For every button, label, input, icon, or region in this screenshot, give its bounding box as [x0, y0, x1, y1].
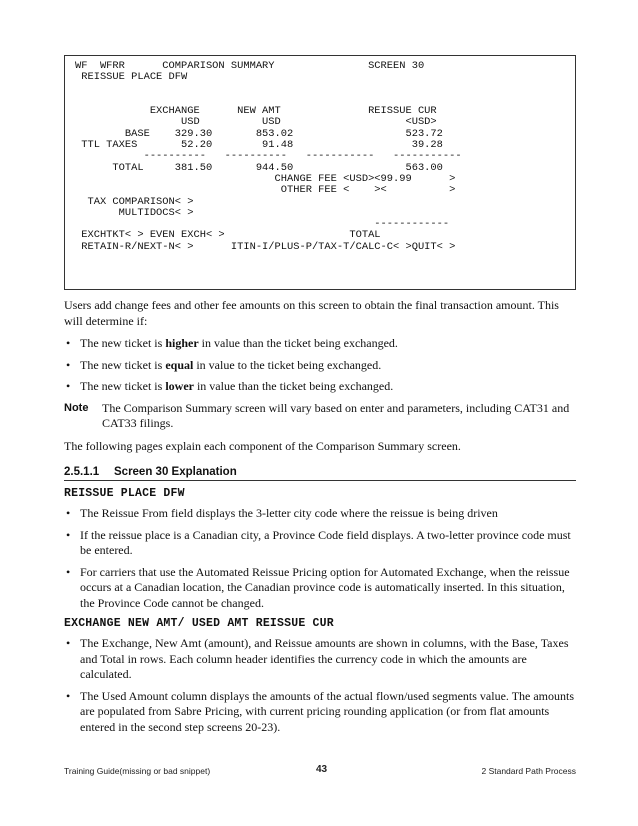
list-item: • If the reissue place is a Canadian city, a Province Code field displays. A two-letter province code must be entered. [66, 527, 571, 557]
terminal-text: WF WFRR COMPARISON SUMMARY SCREEN 30 REISSUE PLACE DFW EXCHANGE NEW AMT REISSUE CUR USD USD <USD> BASE 329.30 853.02 523.72 TTL TAXES 52.20 91.48 39.28 ---------- ---------- ----------- ----------- TOTAL 381.50 944.50 563.00 CHANGE FEE <USD><99.99 > OTHER FEE < >< > TAX COMPARISON< > MULTIDOCS< > ------------ EXCHTKT< > EVEN EXCH< > TOTAL RETAIN-R/NEXT-N< > ITIN-I/PLUS-P/TAX-T/CALC-C< >QUIT< > [75, 60, 462, 253]
footer-doc-title: Training Guide(missing or bad snippet) [64, 766, 211, 776]
list-item: • The new ticket is equal in value to the ticket being exchanged. [66, 357, 382, 372]
list-item: • The new ticket is higher in value than the ticket being exchanged. [66, 336, 398, 350]
list-item: • The Exchange, New Amt (amount), and Reissue amounts are shown in columns, with the Base, Taxes and Total in rows. Each column header identifies the currency code in which the amounts are calculated. [66, 636, 569, 681]
list-item: • The new ticket is lower in value than the ticket being exchanged. [66, 379, 394, 393]
note-block [64, 401, 576, 432]
exchange-columns-heading: EXCHANGE NEW AMT/ USED AMT REISSUE CUR [64, 617, 334, 630]
bullet-icon: • [66, 688, 71, 703]
bullet-icon: • [66, 357, 71, 372]
bullet-icon: • [66, 564, 71, 579]
exchange-columns-list [64, 636, 576, 735]
list-item: • For carriers that use the Automated Reissue Pricing option for Automated Exchange, when the reissue occurs at a Canadian location, the Canadian province code is automatically inserted. In this situation, the Province Code cannot be changed. [66, 564, 570, 610]
reissue-place-heading: REISSUE PLACE DFW [64, 487, 185, 500]
note-text: The Comparison Summary screen will vary based on enter and parameters, including CAT31 and CAT33 filings. [102, 400, 570, 430]
section-number: 2.5.1.1 [64, 466, 100, 478]
intro-paragraph: Users add change fees and other fee amounts on this screen to obtain the final transaction amount. This will determine if: [64, 298, 559, 328]
bullet-icon: • [66, 636, 71, 650]
bullet-icon: • [66, 527, 71, 542]
footer-chapter: 2 Standard Path Process [481, 766, 576, 776]
list-item: • The Reissue From field displays the 3-letter city code where the reissue is being driven [66, 506, 498, 520]
section-title: Screen 30 Explanation [114, 466, 237, 478]
bullet-icon: • [66, 336, 71, 350]
page-footer [64, 764, 576, 780]
bullet-icon: • [66, 506, 71, 520]
following-paragraph: The following pages explain each component of the Comparison Summary screen. [64, 438, 461, 453]
list-item: • The Used Amount column displays the amounts of the actual flown/used segments value. The amounts are populated from Sabre Pricing, with current pricing rounding application (or from flat amounts entered in the second step screens 20-23). [66, 688, 575, 734]
note-label: Note [64, 401, 89, 414]
bullet-icon: • [66, 379, 71, 393]
document-body [64, 298, 576, 741]
page-number: 43 [316, 764, 328, 775]
comparison-summary-screen [64, 55, 576, 290]
comparison-list [64, 336, 576, 395]
section-heading [64, 466, 576, 481]
reissue-place-list [64, 506, 576, 611]
